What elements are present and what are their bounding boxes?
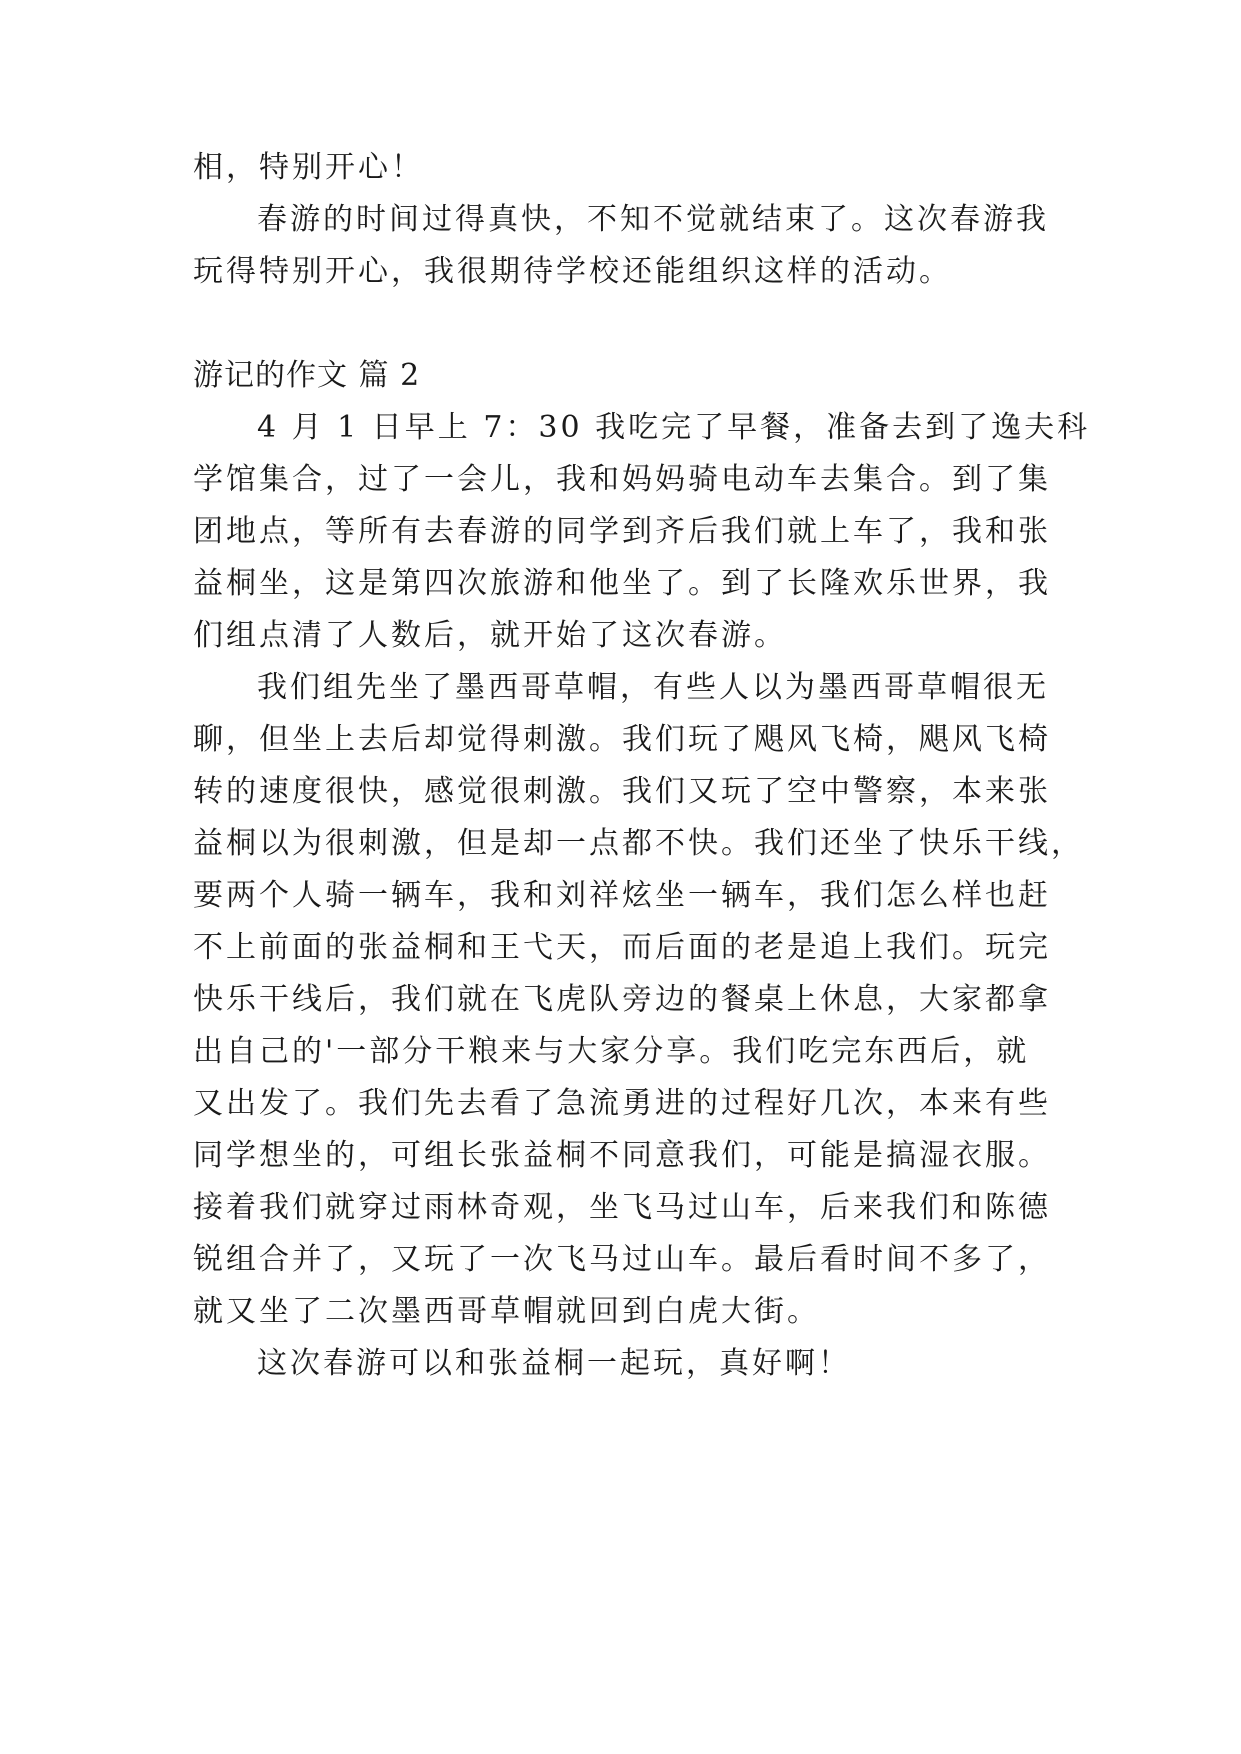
text-line: 我们组先坐了墨西哥草帽，有些人以为墨西哥草帽很无 xyxy=(257,670,1049,705)
text-line: 锐组合并了，又玩了一次飞马过山车。最后看时间不多了， xyxy=(193,1242,1051,1277)
text-line: 又出发了。我们先去看了急流勇进的过程好几次，本来有些 xyxy=(193,1086,1051,1121)
text-line: 相，特别开心！ xyxy=(193,150,424,185)
text-line: 学馆集合，过了一会儿，我和妈妈骑电动车去集合。到了集 xyxy=(193,462,1051,497)
text-line: 快乐干线后，我们就在飞虎队旁边的餐桌上休息，大家都拿 xyxy=(193,982,1051,1017)
text-line: 就又坐了二次墨西哥草帽就回到白虎大街。 xyxy=(193,1294,820,1329)
text-line: 要两个人骑一辆车，我和刘祥炫坐一辆车，我们怎么样也赶 xyxy=(193,878,1051,913)
text-line: 4 月 1 日早上 7：30 我吃完了早餐，准备去到了逸夫科 xyxy=(257,410,1091,445)
text-line: 接着我们就穿过雨林奇观，坐飞马过山车，后来我们和陈德 xyxy=(193,1190,1051,1225)
section-heading: 游记的作文 篇 2 xyxy=(193,358,421,393)
text-line: 这次春游可以和张益桐一起玩，真好啊！ xyxy=(257,1346,851,1381)
text-line: 玩得特别开心，我很期待学校还能组织这样的活动。 xyxy=(193,254,952,289)
text-line: 同学想坐的，可组长张益桐不同意我们，可能是搞湿衣服。 xyxy=(193,1138,1051,1173)
text-line: 们组点清了人数后，就开始了这次春游。 xyxy=(193,618,787,653)
text-line: 春游的时间过得真快，不知不觉就结束了。这次春游我 xyxy=(257,202,1049,237)
text-line: 不上前面的张益桐和王弋天，而后面的老是追上我们。玩完 xyxy=(193,930,1051,965)
text-line: 转的速度很快，感觉很刺激。我们又玩了空中警察，本来张 xyxy=(193,774,1051,809)
text-line: 团地点，等所有去春游的同学到齐后我们就上车了，我和张 xyxy=(193,514,1051,549)
text-line: 聊，但坐上去后却觉得刺激。我们玩了飓风飞椅，飓风飞椅 xyxy=(193,722,1051,757)
text-line: 益桐坐，这是第四次旅游和他坐了。到了长隆欢乐世界，我 xyxy=(193,566,1051,601)
text-line: 益桐以为很刺激，但是却一点都不快。我们还坐了快乐干线， xyxy=(193,826,1084,861)
text-line: 出自己的'一部分干粮来与大家分享。我们吃完东西后，就 xyxy=(193,1034,1030,1069)
